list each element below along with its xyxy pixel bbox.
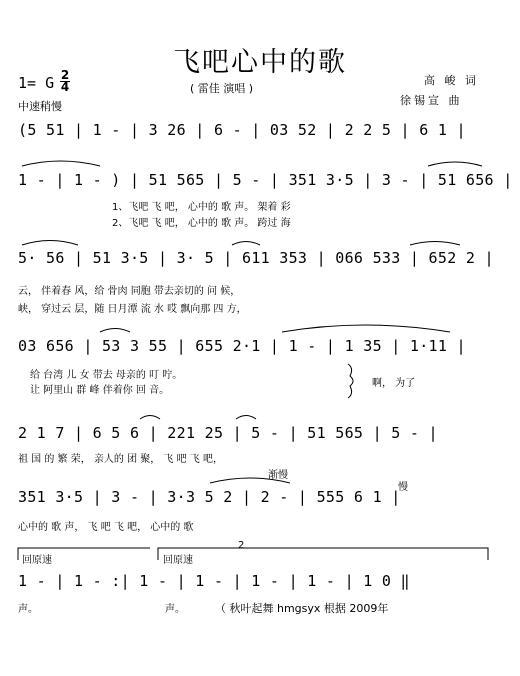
lyrics-row5: 祖 国 的 繁 荣， 亲人的 团 聚， 飞 吧 飞 吧， <box>18 454 223 465</box>
music-row-2: 1 - | 1 - ) | 51 565 | 5 - | 351 3·5 | 3 - | 51 656 | <box>18 171 513 189</box>
lyrics-row4-right: 啊， 为了 <box>372 378 416 389</box>
repeat-marking-2: 回原速 <box>163 555 193 566</box>
lyrics-row4-verse2: 让 阿里山 群 峰 伴着你 回 音。 <box>30 385 170 396</box>
repeat-marking-1: 回原速 <box>22 555 52 566</box>
lyrics-row3-verse2: 峡， 穿过云 层，随 日月潭 流 水 哎 飘向那 四 方， <box>18 304 247 315</box>
lyrics-row7-left: 声。 <box>18 604 38 615</box>
time-signature-bottom: 4 <box>60 80 70 94</box>
volta-bracket <box>158 548 488 560</box>
music-row-1: (5 51 | 1 - | 3 26 | 6 - | 03 52 | 2 2 5 | 6 1 | <box>18 121 466 139</box>
volta-number-2: 2 <box>238 540 245 551</box>
slur <box>282 325 450 332</box>
lyrics-row7-mid: 声。 <box>165 604 185 615</box>
jianman-marking: 渐慢 <box>268 470 288 481</box>
composer-credit: 徐锡宣 曲 <box>400 94 463 107</box>
slur <box>410 242 460 246</box>
lyricist-credit: 高 峻 词 <box>424 74 479 87</box>
man-marking: 慢 <box>398 482 408 493</box>
lyrics-row3-verse1: 云， 伴着春 风，给 骨肉 同胞 带去亲切的 问 候， <box>18 286 241 297</box>
time-signature-top: 2 <box>60 68 70 82</box>
brace <box>348 364 353 398</box>
slur <box>22 241 78 246</box>
music-row-3: 5· 56 | 51 3·5 | 3· 5 | 611 353 | 066 533 | 652 2 | <box>18 249 494 267</box>
footer-credit: （ 秋叶起舞 hmgsyx 根据 2009年 <box>215 602 389 615</box>
lyrics-row6: 心中的 歌 声， 飞 吧 飞 吧， 心中的 歌 <box>18 522 194 533</box>
music-row-4: 03 656 | 53 3 55 | 655 2·1 | 1 - | 1 35 | 1·11 | <box>18 337 466 355</box>
slur <box>232 242 260 246</box>
music-row-7: 1 - | 1 - :| 1 - | 1 - | 1 - | 1 - | 1 0 ‖ <box>18 572 410 590</box>
volta-bracket <box>18 548 150 560</box>
lyrics-row4-verse1: 给 台湾 儿 女 带去 母亲的 叮 咛。 <box>30 370 183 381</box>
slur <box>236 416 256 420</box>
slur <box>22 161 100 166</box>
slur <box>140 416 160 420</box>
tempo-marking: 中速稍慢 <box>18 100 62 113</box>
performer-credit: ( 雷佳 演唱 ) <box>190 82 254 95</box>
key-signature: 1= G <box>18 74 55 92</box>
slur <box>428 162 482 166</box>
slur <box>100 329 130 333</box>
music-row-6: 351 3·5 | 3 - | 3·3 5 2 | 2 - | 555 6 1 | <box>18 488 401 506</box>
page-title: 飞吧心中的歌 <box>173 47 347 78</box>
lyrics-row2-verse1: 1、飞吧 飞 吧， 心中的 歌 声。 架着 彩 <box>112 202 291 213</box>
slur <box>210 478 290 483</box>
lyrics-row2-verse2: 2、飞吧 飞 吧， 心中的 歌 声。 跨过 海 <box>112 218 291 229</box>
music-row-5: 2 1 7 | 6 5 6 | 221 25 | 5 - | 51 565 | 5 - | <box>18 424 438 442</box>
